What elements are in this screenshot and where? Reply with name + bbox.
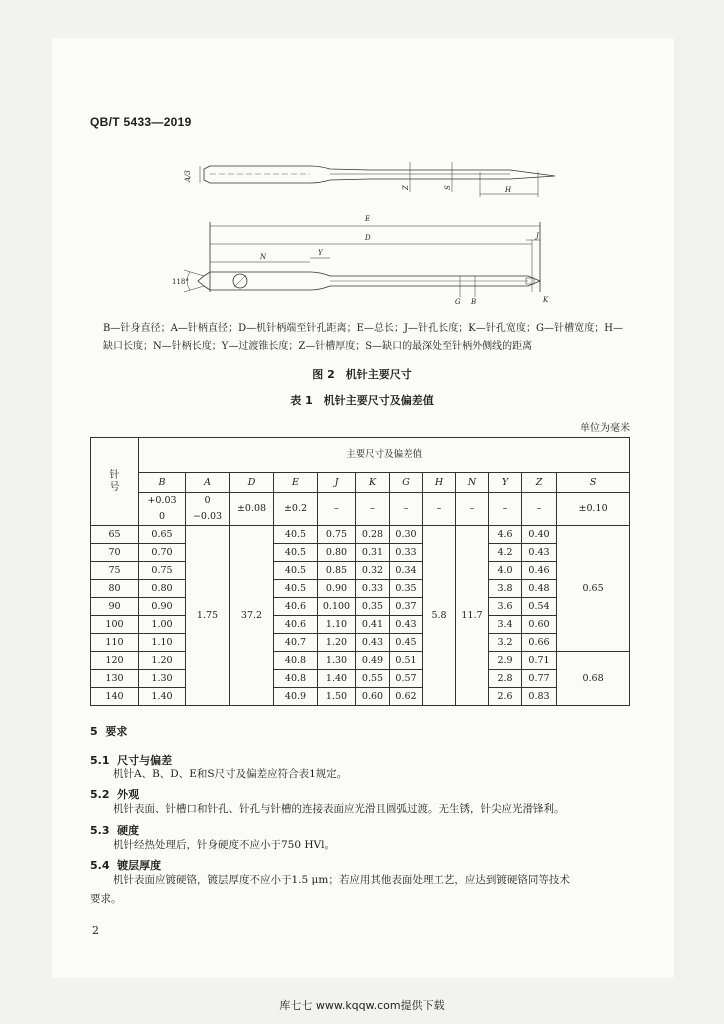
cell-g: 0.57 (390, 670, 423, 688)
col-header-z: Z (522, 473, 557, 493)
col-header-h: H (423, 473, 456, 493)
cell-j: 0.80 (318, 544, 356, 562)
standard-code: QB/T 5433—2019 (90, 115, 192, 129)
cell-y: 2.8 (489, 670, 522, 688)
cell-b: 0.75 (139, 562, 186, 580)
figure-caption: 图 2 机针主要尺寸 (312, 368, 412, 381)
cell-b: 0.80 (139, 580, 186, 598)
col-header-y: Y (489, 473, 522, 493)
cell-needle-no: 90 (91, 598, 139, 616)
cell-k: 0.60 (356, 688, 390, 706)
cell-z: 0.54 (522, 598, 557, 616)
cell-needle-no: 75 (91, 562, 139, 580)
cell-e: 40.6 (274, 598, 318, 616)
section-5-4-body: 机针表面应镀硬铬，镀层厚度不应小于1.5 μm；若应用其他表面处理工艺，应达到镀硬铬同等技术 (113, 874, 570, 886)
section-5-2-title: 5.2 外观 (90, 788, 140, 801)
cell-g: 0.30 (390, 526, 423, 544)
cell-e: 40.5 (274, 526, 318, 544)
cell-b: 0.70 (139, 544, 186, 562)
col-header-e: E (274, 473, 318, 493)
unit-note: 单位为毫米 (580, 423, 630, 434)
cell-needle-no: 65 (91, 526, 139, 544)
tolerance-s: ±0.10 (557, 493, 630, 526)
label-g: G (455, 298, 461, 306)
cell-g: 0.34 (390, 562, 423, 580)
cell-j: 1.30 (318, 652, 356, 670)
cell-g: 0.62 (390, 688, 423, 706)
tolerance-k: – (356, 493, 390, 526)
cell-e: 40.5 (274, 562, 318, 580)
table-row (91, 634, 630, 652)
cell-j: 1.20 (318, 634, 356, 652)
label-e: E (365, 215, 371, 223)
table-row (91, 688, 630, 706)
tolerance-g: – (390, 493, 423, 526)
download-footer: 库七七 www.kqqw.com提供下载 (279, 999, 445, 1012)
cell-e: 40.8 (274, 652, 318, 670)
cell-z: 0.66 (522, 634, 557, 652)
cell-j: 0.100 (318, 598, 356, 616)
table-row (91, 598, 630, 616)
needle-drawing (170, 152, 585, 312)
cell-k: 0.55 (356, 670, 390, 688)
cell-e: 40.9 (274, 688, 318, 706)
table-row (91, 562, 630, 580)
cell-z: 0.40 (522, 526, 557, 544)
cell-b: 0.90 (139, 598, 186, 616)
cell-j: 1.10 (318, 616, 356, 634)
tolerance-e: ±0.2 (274, 493, 318, 526)
tolerance-z: – (522, 493, 557, 526)
cell-needle-no: 140 (91, 688, 139, 706)
cell-g: 0.43 (390, 616, 423, 634)
section-5-3-body: 机针经热处理后，针身硬度不应小于750 HVl。 (113, 839, 335, 851)
tolerance-j: – (318, 493, 356, 526)
cell-j: 0.90 (318, 580, 356, 598)
cell-g: 0.35 (390, 580, 423, 598)
cell-k: 0.28 (356, 526, 390, 544)
cell-y: 3.6 (489, 598, 522, 616)
cell-g: 0.51 (390, 652, 423, 670)
page-number: 2 (92, 924, 99, 937)
cell-z: 0.60 (522, 616, 557, 634)
cell-e: 40.8 (274, 670, 318, 688)
cell-y: 4.2 (489, 544, 522, 562)
cell-k: 0.35 (356, 598, 390, 616)
dimension-table (90, 437, 630, 706)
group-header: 主要尺寸及偏差值 (139, 438, 630, 473)
section-5-1-title: 5.1 尺寸与偏差 (90, 754, 173, 767)
cell-y: 3.4 (489, 616, 522, 634)
cell-e: 40.5 (274, 544, 318, 562)
cell-b: 1.00 (139, 616, 186, 634)
tolerance-y: – (489, 493, 522, 526)
section-5-2-body: 机针表面、针槽口和针孔、针孔与针槽的连接表面应光滑且圆弧过渡。无生锈，针尖应光滑锋利。 (113, 803, 565, 815)
cell-n-merged: 11.7 (456, 526, 489, 706)
cell-z: 0.77 (522, 670, 557, 688)
table-row (91, 544, 630, 562)
section-5: 5 要求 (90, 725, 128, 738)
label-h: H (505, 186, 512, 194)
cell-e: 40.7 (274, 634, 318, 652)
cell-y: 3.2 (489, 634, 522, 652)
cell-g: 0.37 (390, 598, 423, 616)
cell-k: 0.31 (356, 544, 390, 562)
tolerance-b: +0.03 0 (139, 493, 186, 526)
tolerance-d: ±0.08 (230, 493, 274, 526)
cell-needle-no: 80 (91, 580, 139, 598)
table-row (91, 652, 630, 670)
cell-k: 0.32 (356, 562, 390, 580)
cell-j: 1.50 (318, 688, 356, 706)
tolerance-a: 0 −0.03 (186, 493, 230, 526)
section-5-3-title: 5.3 硬度 (90, 824, 140, 837)
col-header-d: D (230, 473, 274, 493)
col-header-s: S (557, 473, 630, 493)
label-k: K (543, 296, 549, 304)
cell-b: 0.65 (139, 526, 186, 544)
tolerance-row (91, 493, 630, 526)
section-5-4-title: 5.4 镀层厚度 (90, 859, 162, 872)
cell-b: 1.40 (139, 688, 186, 706)
cell-y: 2.9 (489, 652, 522, 670)
cell-d-merged: 37.2 (230, 526, 274, 706)
cell-needle-no: 70 (91, 544, 139, 562)
cell-y: 4.6 (489, 526, 522, 544)
cell-y: 3.8 (489, 580, 522, 598)
cell-k: 0.33 (356, 580, 390, 598)
cell-e: 40.6 (274, 616, 318, 634)
cell-needle-no: 110 (91, 634, 139, 652)
label-y: Y (318, 249, 323, 257)
table-row (91, 616, 630, 634)
table-row (91, 670, 630, 688)
cell-s-merged-upper: 0.65 (557, 526, 630, 652)
symbol-row (91, 473, 630, 493)
label-z: Z (402, 185, 410, 190)
cell-b: 1.20 (139, 652, 186, 670)
tolerance-h: – (423, 493, 456, 526)
cell-s-merged-lower: 0.68 (557, 652, 630, 706)
cell-y: 4.0 (489, 562, 522, 580)
label-d: D (365, 234, 371, 242)
col-header-g: G (390, 473, 423, 493)
cell-b: 1.10 (139, 634, 186, 652)
cell-k: 0.49 (356, 652, 390, 670)
section-5-1-body: 机针A、B、D、E和S尺寸及偏差应符合表1规定。 (113, 768, 348, 780)
col-header-b: B (139, 473, 186, 493)
cell-g: 0.33 (390, 544, 423, 562)
cell-h-merged: 5.8 (423, 526, 456, 706)
cell-b: 1.30 (139, 670, 186, 688)
cell-z: 0.48 (522, 580, 557, 598)
table-row (91, 526, 630, 544)
label-b: B (471, 298, 477, 306)
cell-j: 0.75 (318, 526, 356, 544)
table-caption: 表 1 机针主要尺寸及偏差值 (290, 394, 434, 407)
cell-z: 0.83 (522, 688, 557, 706)
cell-j: 0.85 (318, 562, 356, 580)
cell-needle-no: 130 (91, 670, 139, 688)
tolerance-n: – (456, 493, 489, 526)
cell-g: 0.45 (390, 634, 423, 652)
needle-no-header: 针 号 (91, 438, 139, 526)
col-header-k: K (356, 473, 390, 493)
table-body (91, 526, 630, 706)
cell-e: 40.5 (274, 580, 318, 598)
label-j: J (536, 232, 539, 240)
cell-z: 0.71 (522, 652, 557, 670)
cell-j: 1.40 (318, 670, 356, 688)
cell-z: 0.46 (522, 562, 557, 580)
cell-needle-no: 120 (91, 652, 139, 670)
figure-legend: B—针身直径；A—针柄直径；D—机针柄端至针孔距离；E—总长；J—针孔长度；K—针孔宽度；G—针槽宽度；H—缺口长度；N—针柄长度；Y—过渡锥长度；Z—针槽厚度；S—缺口的最深处至针柄外侧线的距离 (103, 323, 623, 352)
cell-k: 0.43 (356, 634, 390, 652)
label-n: N (260, 253, 267, 261)
col-header-a: A (186, 473, 230, 493)
cell-a-merged: 1.75 (186, 526, 230, 706)
cell-k: 0.41 (356, 616, 390, 634)
col-header-n: N (456, 473, 489, 493)
label-a3: A/3 (184, 170, 192, 182)
cell-y: 2.6 (489, 688, 522, 706)
cell-z: 0.43 (522, 544, 557, 562)
cell-needle-no: 100 (91, 616, 139, 634)
col-header-j: J (318, 473, 356, 493)
section-5-4-body-cont: 要求。 (90, 893, 122, 905)
label-angle: 118° (172, 278, 189, 286)
table-row (91, 580, 630, 598)
label-s: S (444, 185, 452, 190)
